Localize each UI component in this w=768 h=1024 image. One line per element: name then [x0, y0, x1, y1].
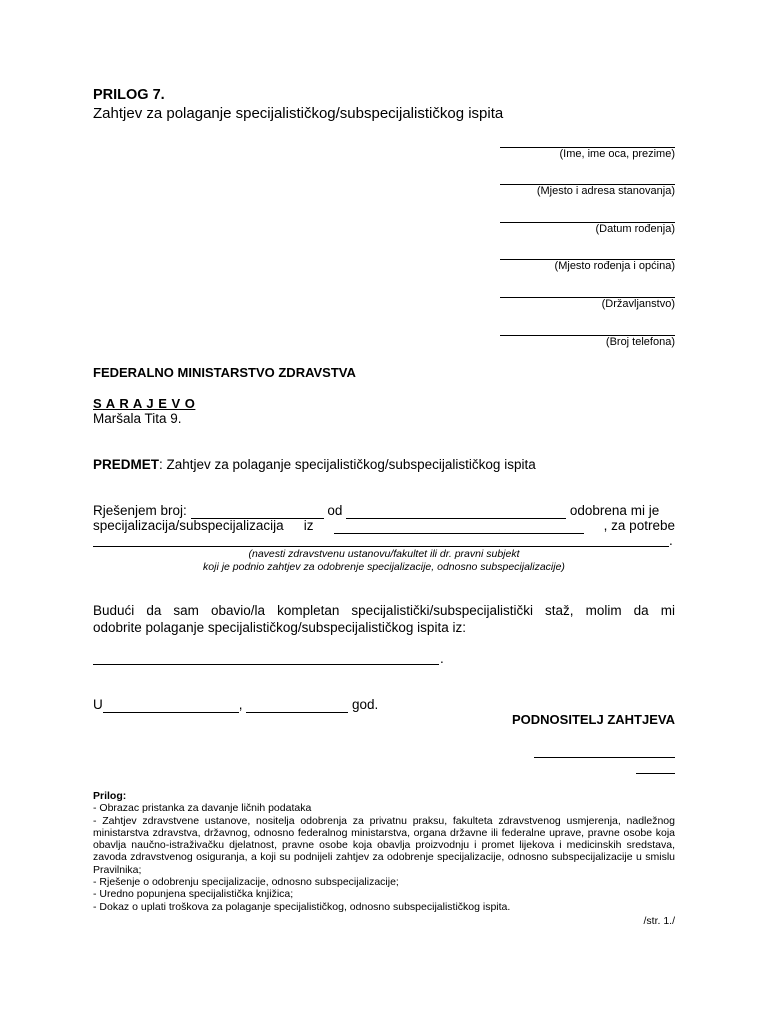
specialization-line — [93, 518, 675, 534]
address-field-caption: (Mjesto i adresa stanovanja) — [536, 185, 675, 197]
signature-line[interactable] — [534, 745, 675, 758]
year-suffix: god. — [352, 697, 379, 712]
attachments-block — [93, 790, 675, 913]
institution-period: . — [669, 533, 673, 548]
signer-label: PODNOSITELJ ZAHTJEVA — [511, 712, 675, 727]
attachment-item: - Zahtjev zdravstvene ustanove, nositelja odobrenja za privatnu praksu, fakulteta zdravstvenog usmjerenja, nadležnog ministarstva zdravstva, državnog, odnosno federalnog ministarstva, organa državne ili federalne uprave, pravne osobe koja obavlja naučno-istraživačku djelatnost, pravne osobe koja obavlja proizvodnju i promet lijekova i medicinskih sredstava, zavoda zdravstvenog osiguranja, a koji su podnijeli zahtjev za odobrenje specijalizacije, odnosno subspecijalizacije u smislu Pravilnika; — [93, 814, 675, 876]
page-number: /str. 1./ — [643, 915, 675, 927]
subject-text: : Zahtjev za polaganje specijalističkog/subspecijalističkog ispita — [159, 457, 536, 472]
decision-line — [93, 503, 675, 519]
city-name: S A R A J E V O — [93, 396, 196, 411]
attachment-item: - Obrazac pristanka za davanje ličnih podataka — [93, 802, 312, 815]
institution-note-1: (navesti zdravstvenu ustanovu/fakultet ili dr. pravni subjekt — [248, 548, 520, 560]
citizenship-field-caption: (Državljanstvo) — [601, 298, 675, 310]
document-title: Zahtjev za polaganje specijalističkog/subspecijalističkog ispita — [93, 105, 504, 122]
place-prefix: U — [93, 697, 103, 712]
name-field-caption: (Ime, ime oca, prezime) — [559, 148, 675, 160]
subject-line — [93, 457, 536, 472]
birthdate-field-caption: (Datum rođenja) — [595, 223, 675, 235]
date-blank[interactable] — [246, 697, 348, 713]
decision-number-label: Rješenjem broj: — [93, 503, 187, 518]
exam-field-period: . — [440, 651, 444, 666]
decision-number-blank[interactable] — [191, 503, 324, 519]
decision-date-blank[interactable] — [346, 503, 566, 519]
specialization-from-label: iz — [303, 518, 314, 533]
attachment-item: - Dokaz o uplati troškova za polaganje specijalističkog, odnosno subspecijalističkog ispita. — [93, 900, 511, 913]
specialization-field-blank[interactable] — [334, 518, 584, 534]
subject-label: PREDMET — [93, 457, 160, 472]
attachment-item: - Rješenje o odobrenju specijalizacije, odnosno subspecijalizacije; — [93, 876, 399, 889]
specialization-label: specijalizacija/subspecijalizacija — [93, 518, 284, 533]
institution-blank[interactable] — [93, 533, 669, 547]
place-date-line: U , god. — [93, 697, 379, 712]
place-blank[interactable] — [103, 697, 239, 713]
ministry-address: Maršala Tita 9. — [93, 411, 182, 426]
phone-field-caption: (Broj telefona) — [605, 336, 675, 348]
attachment-item: - Uredno popunjena specijalistička knjižica; — [93, 888, 294, 901]
request-paragraph-line-1: Budući da sam obavio/la kompletan specijalistički/subspecijalistički staž, molim da mi — [93, 603, 675, 618]
request-paragraph-line-2: odobrite polaganje specijalističkog/subspecijalističkog ispita iz: — [93, 620, 466, 635]
approved-text: odobrena mi je — [569, 503, 660, 518]
exam-field-blank[interactable] — [93, 651, 439, 665]
ministry-name: FEDERALNO MINISTARSTVO ZDRAVSTVA — [93, 365, 356, 380]
decision-date-label: od — [327, 503, 343, 518]
attachments-title: Prilog: — [93, 790, 127, 802]
birthplace-field-caption: (Mjesto rođenja i općina) — [554, 260, 675, 272]
signature-line-short[interactable] — [636, 761, 675, 774]
for-needs-label: , za potrebe — [603, 518, 675, 533]
institution-note-2: koji je podnio zahtjev za odobrenje specijalizacije, odnosno subspecijalizacije) — [203, 561, 565, 573]
document-label: PRILOG 7. — [93, 87, 165, 103]
